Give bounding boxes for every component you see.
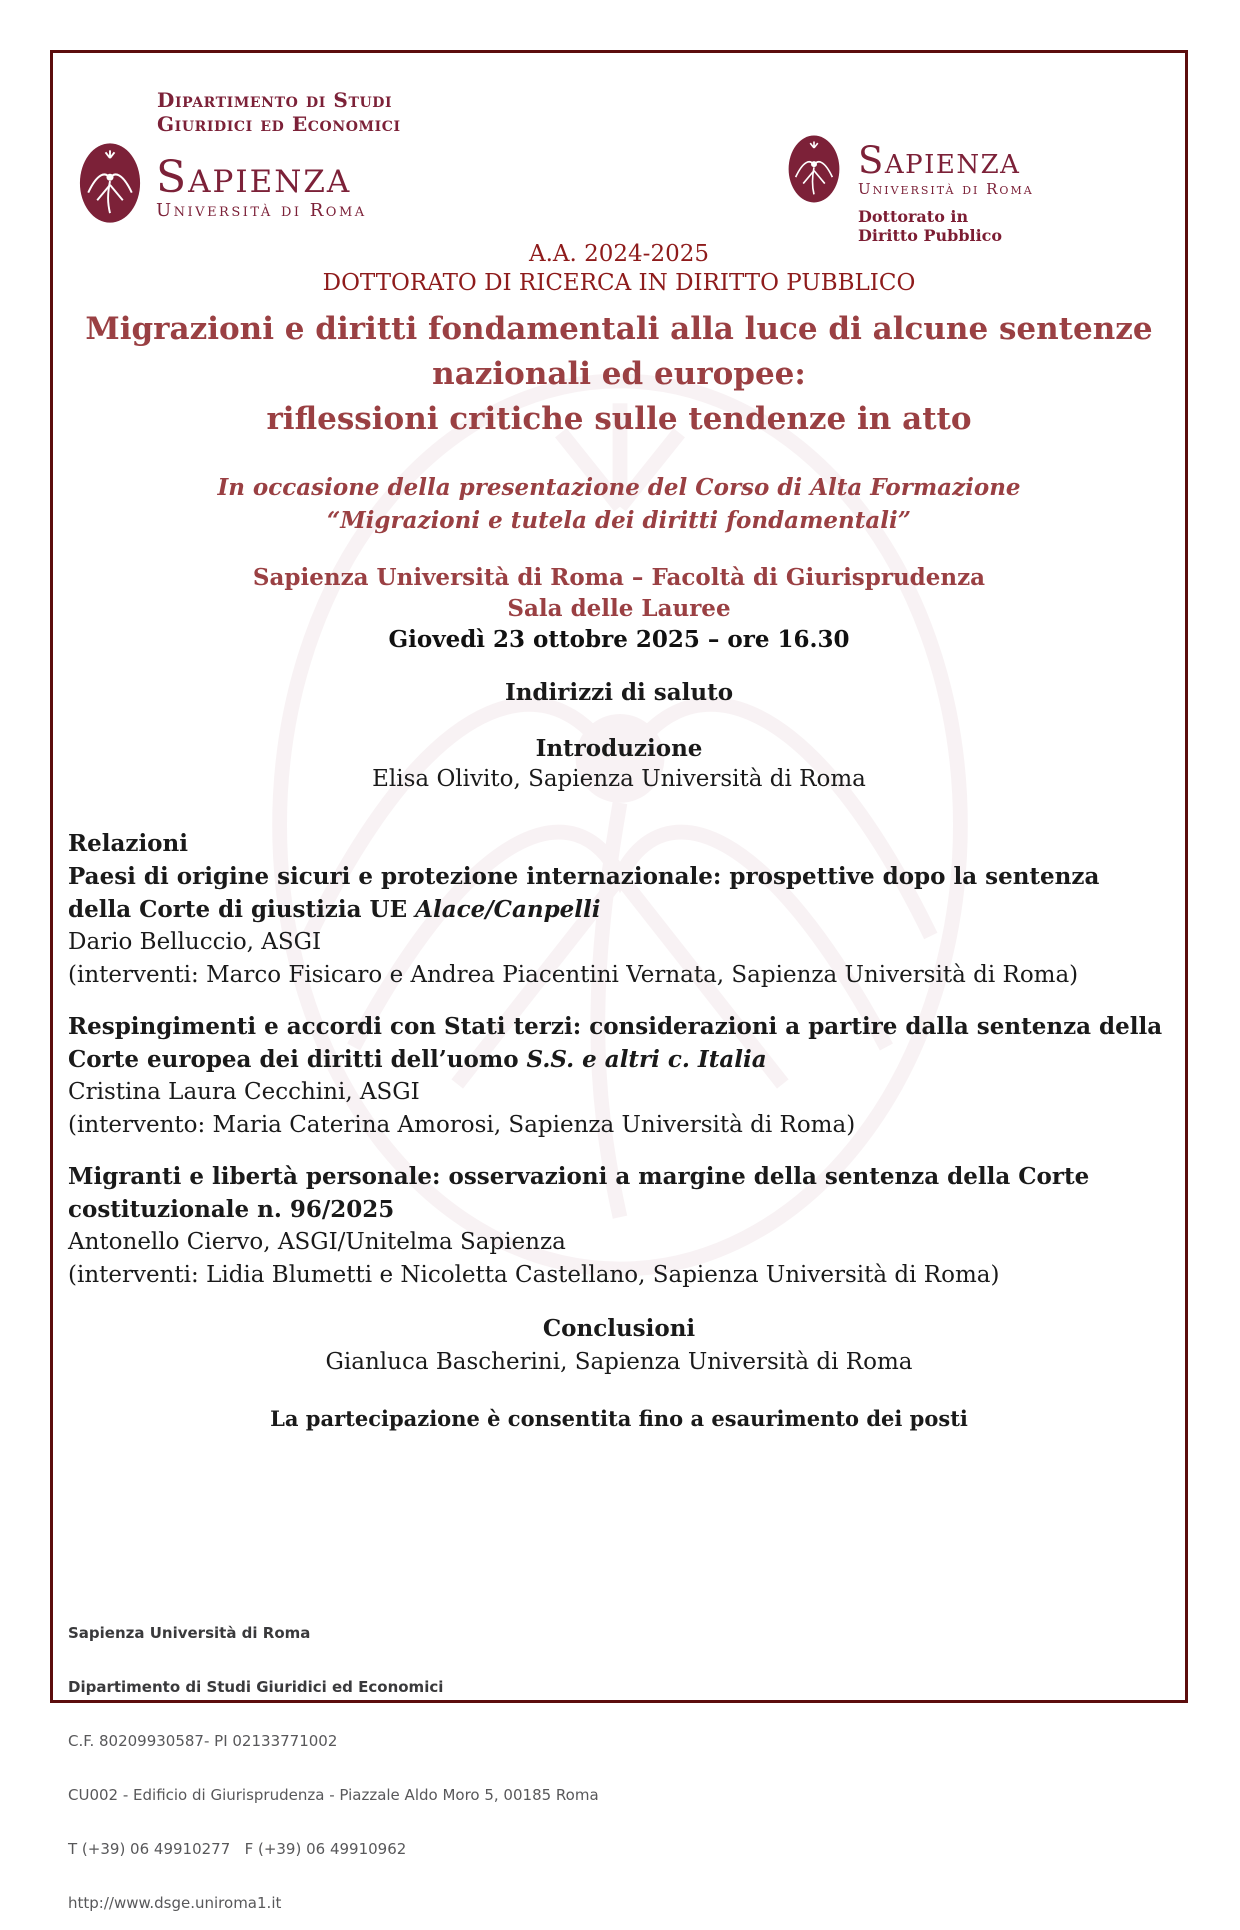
event-title [53,307,1185,442]
conclusions-speaker: Gianluca Bascherini, Sapienza Università di Roma [325,1349,913,1375]
sapienza-wordmark-left [156,152,367,222]
footer-url-link[interactable]: http://www.dsge.uniroma1.it [68,1894,282,1912]
talk-block-1 [68,860,1170,992]
footer-phones: T (+39) 06 49910277 F (+39) 06 49910962 [68,1840,407,1858]
venue-block [53,562,1185,624]
department-name-line1: Dipartimento di Studi [157,88,393,112]
talk-3-note: (interventi: Lidia Blumetti e Nicoletta Castellano, Sapienza Università di Roma) [68,1262,1000,1288]
talk-1-case-name: Alace/Canpelli [415,896,601,923]
occasion-subtitle [53,471,1185,537]
footer-fiscal-codes: C.F. 80209930587- PI 02133771002 [68,1732,338,1750]
event-title-line1: Migrazioni e diritti fondamentali alla luce di alcune sentenze [85,311,1153,347]
occasion-line1: In occasione della presentazione del Corso di Alta Formazione [217,474,1021,501]
event-title-line2: nazionali ed europee: [432,356,806,392]
program-name: DOTTORATO DI RICERCA IN DIRITTO PUBBLICO [322,270,916,296]
participation-note: La partecipazione è consentita fino a esaurimento dei posti [270,1406,968,1431]
sapienza-shield-icon-right [787,133,841,205]
occasion-line2: “Migrazioni e tutela dei diritti fondamentali” [326,507,912,534]
talk-1-speaker: Dario Belluccio, ASGI [68,929,322,955]
sapienza-shield-icon-left [78,140,142,226]
greetings-heading: Indirizzi di saluto [504,679,734,706]
talk-3-title [68,1160,1170,1226]
footer-contact-block [68,1588,768,1930]
footer-address: CU002 - Edificio di Giurisprudenza - Piazzale Aldo Moro 5, 00185 Roma [68,1786,599,1804]
event-title-line3: riflessioni critiche sulle tendenze in atto [266,401,972,437]
dottorato-caption: Dottorato in Diritto Pubblico [858,207,1003,245]
sapienza-brand-text-right: Sapienza [858,139,1021,182]
conclusions-heading: Conclusioni [542,1315,696,1342]
introduction-heading: Introduzione [535,735,703,762]
department-name-line2: Giuridici ed Economici [157,112,401,136]
academic-year: A.A. 2024-2025 [529,241,709,267]
sapienza-brand-text-left: Sapienza [156,152,352,203]
event-datetime: Giovedì 23 ottobre 2025 – ore 16.30 [388,626,850,653]
footer-org: Sapienza Università di Roma [68,1624,311,1642]
department-name [157,88,401,136]
venue-name: Sapienza Università di Roma – Facoltà di Giurisprudenza [252,564,986,591]
sapienza-subtitle-right: Università di Roma [858,180,1034,198]
talk-2-title-text: Respingimenti e accordi con Stati terzi: considerazioni a partire dalla sentenza della Corte europea dei diritti dell’uomo [68,1013,1163,1073]
talk-2-case-name: S.S. e altri c. Italia [526,1046,767,1073]
talk-2-speaker: Cristina Laura Cecchini, ASGI [68,1079,420,1105]
talk-1-title-text: Paesi di origine sicuri e protezione internazionale: prospettive dopo la sentenza della Corte di giustizia UE [68,863,1100,923]
talk-1-title [68,860,1170,926]
talk-2-title [68,1010,1170,1076]
footer-dept: Dipartimento di Studi Giuridici ed Economici [68,1678,444,1696]
talk-block-2 [68,1010,1170,1142]
talk-1-note: (interventi: Marco Fisicaro e Andrea Piacentini Vernata, Sapienza Università di Roma) [68,962,1079,988]
talk-block-3 [68,1160,1170,1292]
talk-3-title-text: Migranti e libertà personale: osservazioni a margine della sentenza della Corte costituzionale n. 96/2025 [68,1163,1090,1223]
relazioni-heading: Relazioni [68,830,188,857]
venue-room: Sala delle Lauree [507,595,731,622]
talk-2-note: (intervento: Maria Caterina Amorosi, Sapienza Università di Roma) [68,1112,856,1138]
sapienza-subtitle-left: Università di Roma [156,200,367,221]
talk-3-speaker: Antonello Ciervo, ASGI/Unitelma Sapienza [68,1229,566,1255]
sapienza-wordmark-right [858,139,1034,198]
introduction-speaker: Elisa Olivito, Sapienza Università di Roma [372,766,866,792]
